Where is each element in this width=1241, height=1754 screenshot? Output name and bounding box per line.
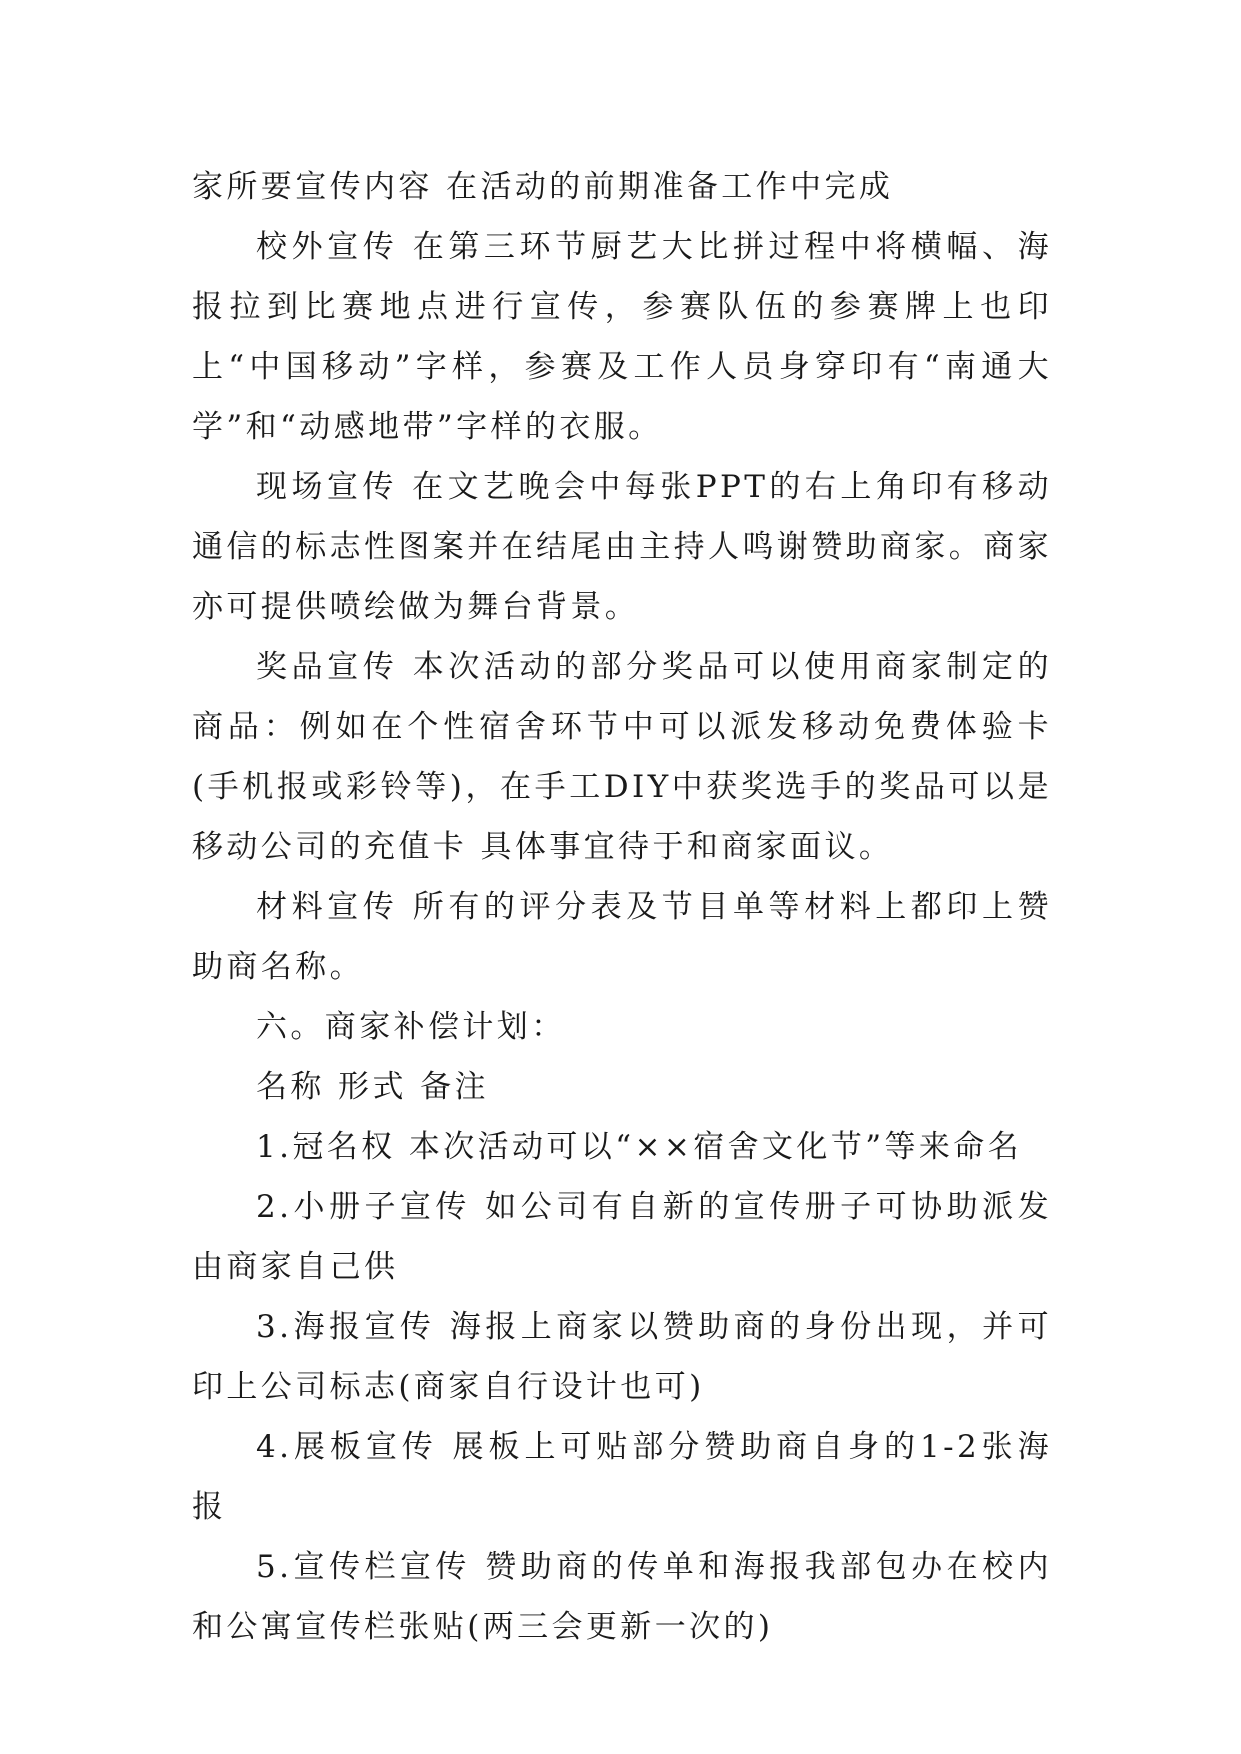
list-item: 2.小册子宣传 如公司有自新的宣传册子可协助派发由商家自己供 [192, 1189, 1052, 1285]
section-heading: 六。商家补偿计划： [256, 1009, 566, 1045]
list-item: 5.宣传栏宣传 赞助商的传单和海报我部包办在校内和公寓宣传栏张贴(两三会更新一次的) [192, 1549, 1052, 1645]
table-header-line: 名称 形式 备注 [256, 1069, 489, 1105]
paragraph: 现场宣传 在文艺晚会中每张PPT的右上角印有移动通信的标志性图案并在结尾由主持人鸣谢赞助商家。商家亦可提供喷绘做为舞台背景。 [192, 469, 1052, 625]
document-body [192, 157, 1052, 1657]
paragraph: 材料宣传 所有的评分表及节目单等材料上都印上赞助商名称。 [192, 889, 1052, 985]
list-item: 3.海报宣传 海报上商家以赞助商的身份出现，并可印上公司标志(商家自行设计也可) [192, 1309, 1052, 1405]
paragraph: 校外宣传 在第三环节厨艺大比拼过程中将横幅、海报拉到比赛地点进行宣传，参赛队伍的参赛牌上也印上“中国移动”字样，参赛及工作人员身穿印有“南通大学”和“动感地带”字样的衣服。 [192, 229, 1052, 445]
paragraph: 奖品宣传 本次活动的部分奖品可以使用商家制定的商品：例如在个性宿舍环节中可以派发移动免费体验卡(手机报或彩铃等)，在手工DIY中获奖选手的奖品可以是移动公司的充值卡 具体事宜待于和商家面议。 [192, 649, 1052, 865]
paragraph: 家所要宣传内容 在活动的前期准备工作中完成 [192, 169, 894, 205]
list-item: 4.展板宣传 展板上可贴部分赞助商自身的1-2张海报 [192, 1429, 1052, 1525]
list-item: 1.冠名权 本次活动可以“××宿舍文化节”等来命名 [256, 1129, 1023, 1165]
